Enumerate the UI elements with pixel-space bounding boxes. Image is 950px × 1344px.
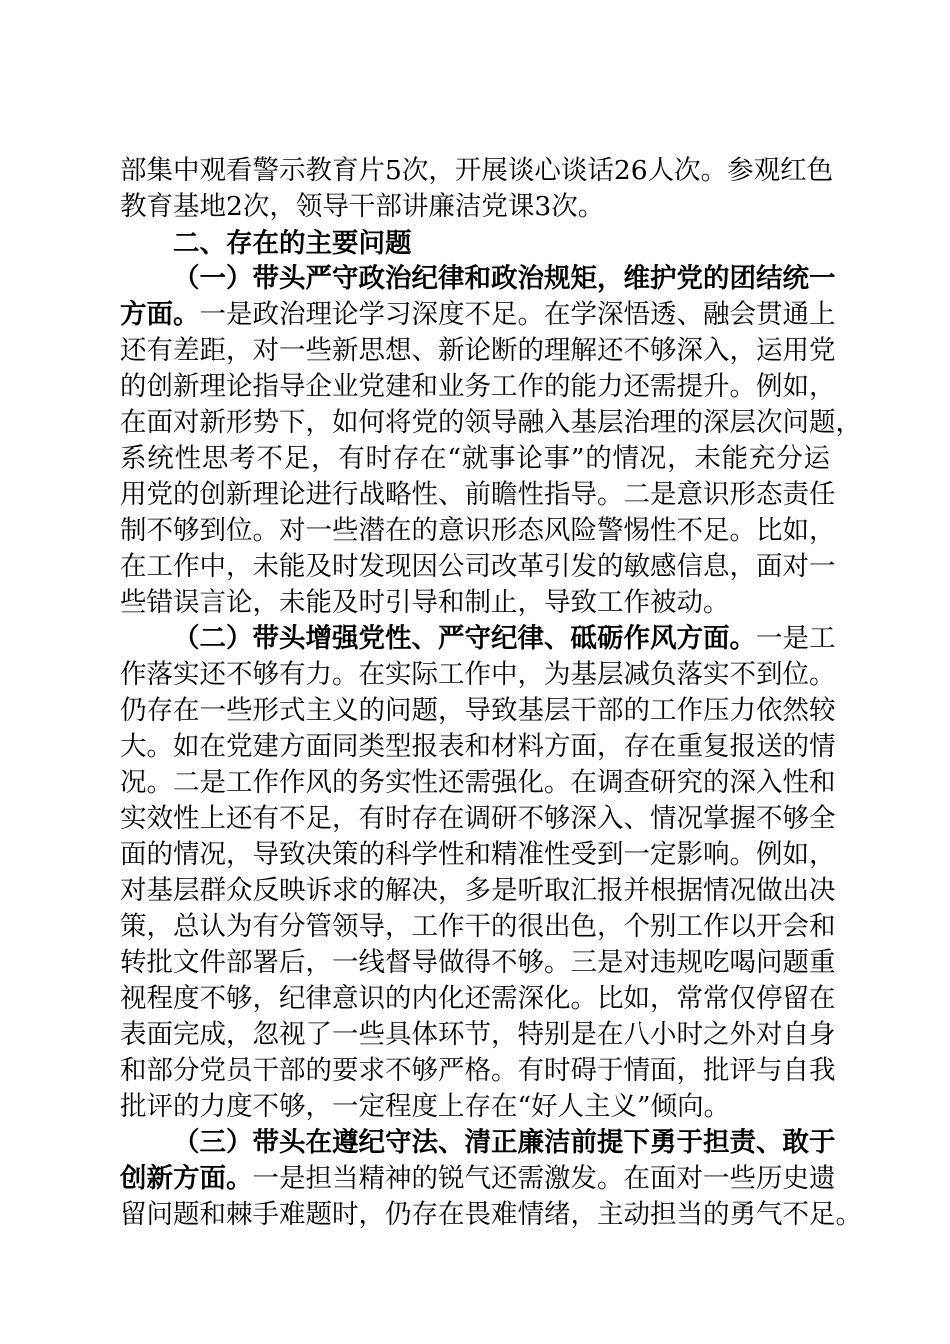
body-line: 策，总认为有分管领导，工作干的很出色，个别工作以开会和 bbox=[120, 911, 836, 942]
body-line: 批评的力度不够，一定程度上存在“好人主义”倾向。 bbox=[120, 1091, 731, 1122]
body-line: 作落实还不够有力。在实际工作中，为基层减负落实不到位。 bbox=[120, 659, 836, 690]
body-line: 仍存在一些形式主义的问题，导致基层干部的工作压力依然较 bbox=[120, 695, 836, 726]
subsection-heading: （二）带头增强党性、严守纪律、砥砺作风方面。 bbox=[173, 623, 756, 654]
body-line: 在面对新形势下，如何将党的领导融入基层治理的深层次问题， bbox=[120, 407, 862, 438]
body-line: 些错误言论，未能及时引导和制止，导致工作被动。 bbox=[120, 587, 730, 618]
body-line bbox=[120, 1161, 836, 1197]
body-line: 对基层群众反映诉求的解决，多是听取汇报并根据情况做出决 bbox=[120, 875, 836, 906]
body-line: 留问题和棘手难题时，仍存在畏难情绪，主动担当的勇气不足。 bbox=[120, 1199, 862, 1230]
body-line: 用党的创新理论进行战略性、前瞻性指导。二是意识形态责任 bbox=[120, 479, 836, 510]
subsection-heading: 方面。 bbox=[120, 299, 200, 330]
body-line: 视程度不够，纪律意识的内化还需深化。比如，常常仅停留在 bbox=[120, 983, 836, 1014]
body-line: 况。二是工作作风的务实性还需强化。在调查研究的深入性和 bbox=[120, 767, 836, 798]
body-line: 制不够到位。对一些潜在的意识形态风险警惕性不足。比如， bbox=[120, 515, 836, 546]
body-text: 一是政治理论学习深度不足。在学深悟透、融会贯通上 bbox=[199, 299, 836, 330]
body-line: 实效性上还有不足，有时存在调研不够深入、情况掌握不够全 bbox=[120, 803, 836, 834]
body-text: 一是工 bbox=[756, 623, 836, 654]
body-line: 面的情况，导致决策的科学性和精准性受到一定影响。例如， bbox=[120, 839, 836, 870]
body-text: 一是担当精神的锐气还需激发。在面对一些历史遗 bbox=[252, 1163, 836, 1194]
subsection-heading: （一）带头严守政治纪律和政治规矩，维护党的团结统一 bbox=[173, 263, 836, 294]
body-line: 的创新理论指导企业党建和业务工作的能力还需提升。例如， bbox=[120, 371, 836, 402]
body-line: 表面完成，忽视了一些具体环节，特别是在八小时之外对自身 bbox=[120, 1019, 836, 1050]
body-line: 系统性思考不足，有时存在“就事论事”的情况，未能充分运 bbox=[120, 443, 830, 474]
body-line: 在工作中，未能及时发现因公司改革引发的敏感信息，面对一 bbox=[120, 551, 836, 582]
subsection-heading: 创新方面。 bbox=[120, 1163, 253, 1194]
subsection-heading: （三）带头在遵纪守法、清正廉洁前提下勇于担责、敢于 bbox=[173, 1127, 836, 1158]
body-line bbox=[173, 621, 836, 657]
body-line bbox=[120, 297, 836, 333]
body-line: 还有差距，对一些新思想、新论断的理解还不够深入，运用党 bbox=[120, 335, 836, 366]
body-line: 和部分党员干部的要求不够严格。有时碍于情面，批评与自我 bbox=[120, 1055, 836, 1086]
body-line: 教育基地2次，领导干部讲廉洁党课3次。 bbox=[120, 191, 605, 222]
body-line: 转批文件部署后，一线督导做得不够。三是对违规吃喝问题重 bbox=[120, 947, 836, 978]
section-heading: 二、存在的主要问题 bbox=[173, 228, 412, 259]
body-line: 大。如在党建方面同类型报表和材料方面，存在重复报送的情 bbox=[120, 731, 836, 762]
body-line: 部集中观看警示教育片5次，开展谈心谈话26人次。参观红色 bbox=[120, 155, 834, 186]
